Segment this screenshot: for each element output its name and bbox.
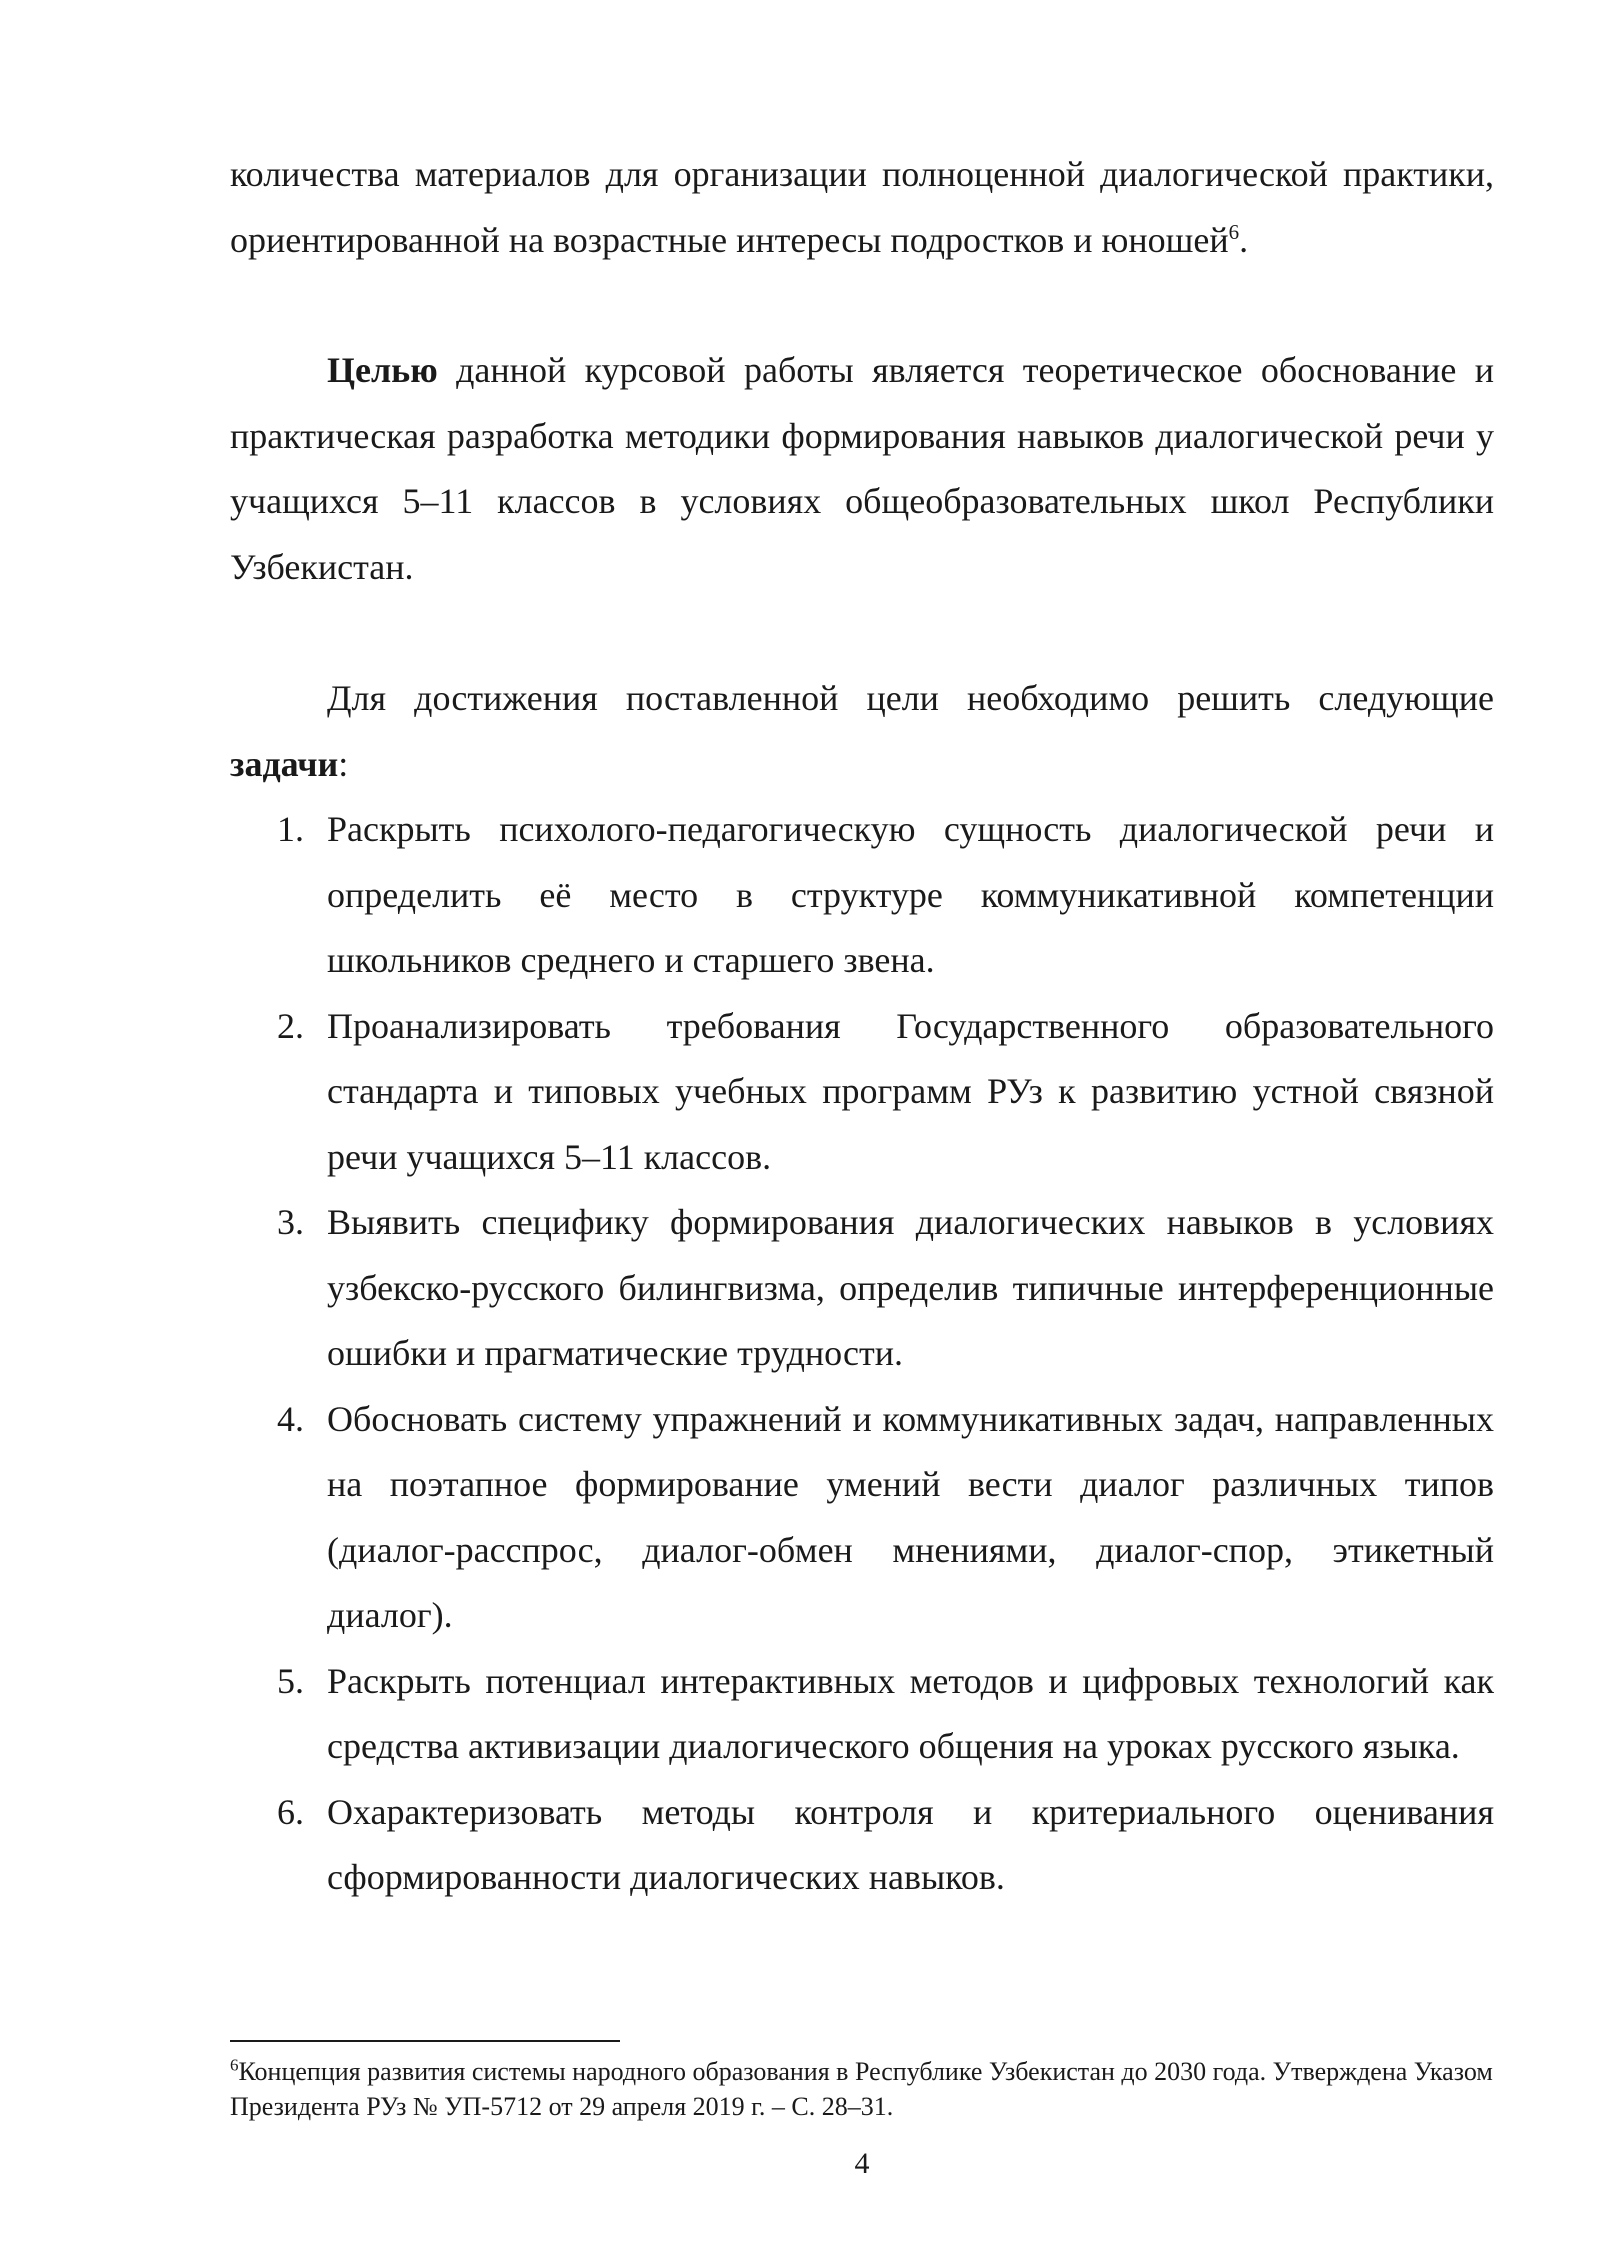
intro-paragraph: [230, 142, 1494, 273]
task-number: 3.: [277, 1202, 304, 1242]
goal-text: данной курсовой работы является теоретическое обоснование и практическая разработка методики формирования навыков диалогической речи у учащихся 5–11 классов в условиях общеобразовательных школ Республики Узбекистан.: [230, 350, 1494, 587]
tasks-intro-end: :: [338, 743, 349, 784]
tasks-intro-text: Для достижения поставленной цели необходимо решить следующие: [327, 678, 1494, 718]
task-text: Раскрыть потенциал интерактивных методов и цифровых технологий как средства активизации диалогического общения на уроках русского языка.: [327, 1660, 1494, 1766]
footnote-reference[interactable]: 6: [1228, 219, 1240, 244]
task-text: Выявить специфику формирования диалогических навыков в условиях узбекско-русского билингвизма, определив типичные интерференционные ошибки и прагматические трудности.: [327, 1202, 1494, 1373]
task-number: 5.: [277, 1660, 304, 1701]
task-item: [230, 1649, 1494, 1780]
footnote: [230, 2054, 1494, 2124]
page-number: 4: [854, 2147, 870, 2180]
footnote-number: 6: [230, 2055, 239, 2075]
task-text: Охарактеризовать методы контроля и критериального оценивания сформированности диалогических навыков.: [327, 1791, 1494, 1897]
task-number: 4.: [277, 1398, 304, 1439]
task-item: [230, 1387, 1494, 1649]
document-page: [230, 0, 1494, 2262]
tasks-list: [230, 797, 1494, 1911]
task-number: 1.: [277, 809, 304, 849]
task-text: Раскрыть психолого-педагогическую сущность диалогической речи и определить её место в структуре коммуникативной компетенции школьников среднего и старшего звена.: [327, 809, 1494, 980]
tasks-bold-term: задачи: [230, 743, 339, 784]
task-item: [230, 797, 1494, 994]
task-number: 2.: [277, 1005, 304, 1046]
task-item: [230, 1190, 1494, 1387]
task-item: [230, 994, 1494, 1191]
goal-bold-term: Целью: [327, 350, 438, 390]
goal-paragraph: [230, 338, 1494, 600]
footnote-text: Концепция развития системы народного образования в Республике Узбекистан до 2030 года. Утверждена Указом Президента РУз № УП-5712 от 29 апреля 2019 г. – С. 28–31.: [230, 2057, 1493, 2121]
intro-text: количества материалов для организации полноценной диалогической практики, ориентированной на возрастные интересы подростков и юношей: [230, 154, 1494, 260]
intro-end: .: [1239, 219, 1249, 260]
task-text: Проанализировать требования Государственного образовательного стандарта и типовых учебных программ РУз к развитию устной связной речи учащихся 5–11 классов.: [327, 1005, 1494, 1177]
tasks-intro-paragraph: [230, 666, 1494, 797]
footnote-separator: [230, 2040, 620, 2042]
task-number: 6.: [277, 1791, 304, 1832]
task-text: Обосновать систему упражнений и коммуникативных задач, направленных на поэтапное формирование умений вести диалог различных типов (диалог-расспрос, диалог-обмен мнениями, диалог-спор, этикетный диалог).: [327, 1398, 1494, 1635]
task-item: [230, 1780, 1494, 1911]
